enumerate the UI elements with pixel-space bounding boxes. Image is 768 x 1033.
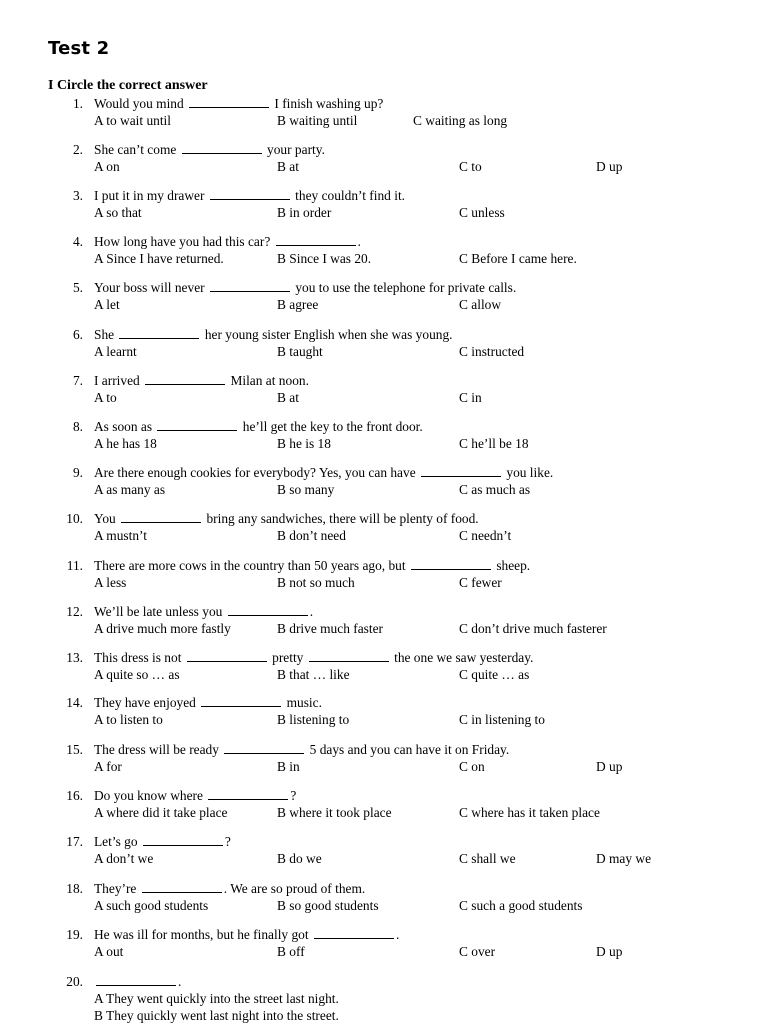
answer-blank[interactable] — [228, 603, 308, 616]
stem-text: As soon as — [94, 419, 153, 434]
stem-text: . — [178, 974, 182, 989]
option-c[interactable]: C don’t drive much fasterer — [459, 621, 607, 636]
answer-blank[interactable] — [224, 741, 304, 754]
option-c[interactable]: C as much as — [459, 482, 531, 497]
option-c[interactable]: C shall we — [459, 851, 516, 866]
question-stem — [94, 141, 325, 158]
option-b[interactable]: B agree — [277, 297, 319, 312]
option-b[interactable]: B so many — [277, 482, 335, 497]
option-c[interactable]: C to — [459, 159, 482, 174]
option-b[interactable]: B do we — [277, 851, 322, 866]
option-a[interactable]: A such good students — [94, 898, 209, 913]
stem-text: 5 days and you can have it on Friday. — [309, 742, 510, 757]
answer-blank[interactable] — [96, 973, 176, 986]
question-stem — [94, 741, 509, 758]
option-c[interactable]: C allow — [459, 297, 502, 312]
option-c[interactable]: C he’ll be 18 — [459, 436, 529, 451]
option-a[interactable]: A Since I have returned. — [94, 251, 224, 266]
option-b[interactable]: B taught — [277, 344, 323, 359]
option-a[interactable]: A don’t we — [94, 851, 154, 866]
question-stem — [94, 326, 453, 343]
stem-text: I finish washing up? — [274, 96, 384, 111]
question-stem — [94, 787, 296, 804]
question-16 — [0, 787, 768, 823]
stem-text: pretty — [272, 650, 304, 665]
stem-text: We’ll be late unless you — [94, 604, 223, 619]
option-a[interactable]: A quite so … as — [94, 667, 180, 682]
option-b[interactable]: B in — [277, 759, 300, 774]
question-12 — [0, 603, 768, 639]
question-stem — [94, 233, 361, 250]
question-stem — [94, 372, 309, 389]
option-c[interactable]: C where has it taken place — [459, 805, 600, 820]
option-d[interactable]: D up — [596, 159, 623, 174]
option-a[interactable]: A let — [94, 297, 120, 312]
stem-text: She — [94, 327, 115, 342]
question-number: 14. — [66, 695, 83, 710]
answer-blank[interactable] — [208, 787, 288, 800]
question-7 — [0, 372, 768, 408]
question-number: 18. — [66, 881, 83, 896]
option-c[interactable]: C in listening to — [459, 712, 545, 727]
option-b[interactable]: B that … like — [277, 667, 350, 682]
question-8 — [0, 418, 768, 454]
question-stem — [94, 694, 322, 711]
question-number: 7. — [72, 373, 83, 388]
option-a[interactable]: A less — [94, 575, 127, 590]
option-c[interactable]: C quite … as — [459, 667, 530, 682]
option-b[interactable]: B They quickly went last night into the street. — [94, 1008, 339, 1023]
question-number: 11. — [66, 558, 83, 573]
question-13 — [0, 649, 768, 685]
stem-text: How long have you had this car? — [94, 234, 271, 249]
option-b[interactable]: B Since I was 20. — [277, 251, 372, 266]
answer-blank[interactable] — [121, 510, 201, 523]
option-c[interactable]: C in — [459, 390, 482, 405]
answer-blank[interactable] — [421, 464, 501, 477]
question-stem — [94, 973, 181, 990]
stem-text: . — [357, 234, 361, 249]
stem-text: You — [94, 511, 116, 526]
answer-blank[interactable] — [189, 95, 269, 108]
stem-text: Let’s go — [94, 834, 138, 849]
question-stem — [94, 880, 365, 897]
option-c[interactable]: C waiting as long — [413, 113, 508, 128]
answer-blank[interactable] — [210, 187, 290, 200]
answer-blank[interactable] — [145, 372, 225, 385]
answer-blank[interactable] — [182, 141, 262, 154]
question-20 — [0, 973, 768, 1033]
question-stem — [94, 833, 231, 850]
option-b[interactable]: B so good students — [277, 898, 379, 913]
stem-text: her young sister English when she was young. — [204, 327, 453, 342]
question-stem — [94, 187, 405, 204]
answer-blank[interactable] — [187, 649, 267, 662]
stem-text: There are more cows in the country than 50 years ago, but — [94, 558, 406, 573]
question-3 — [0, 187, 768, 223]
question-number: 1. — [72, 96, 83, 111]
option-b[interactable]: B he is 18 — [277, 436, 331, 451]
stem-text: I put it in my drawer — [94, 188, 205, 203]
stem-text: sheep. — [496, 558, 531, 573]
option-b[interactable]: B at — [277, 159, 299, 174]
question-number: 20. — [66, 974, 83, 989]
question-number: 15. — [66, 742, 83, 757]
answer-blank[interactable] — [276, 233, 356, 246]
option-a[interactable]: A They went quickly into the street last night. — [94, 991, 339, 1006]
option-c[interactable]: C needn’t — [459, 528, 512, 543]
stem-text: They have enjoyed — [94, 695, 196, 710]
stem-text: they couldn’t find it. — [295, 188, 406, 203]
stem-text: I arrived — [94, 373, 140, 388]
question-stem — [94, 95, 383, 112]
option-b[interactable]: B listening to — [277, 712, 350, 727]
question-2 — [0, 141, 768, 177]
question-15 — [0, 741, 768, 777]
stem-text: bring any sandwiches, there will be plenty of food. — [206, 511, 479, 526]
option-b[interactable]: B not so much — [277, 575, 355, 590]
question-number: 12. — [66, 604, 83, 619]
question-stem — [94, 926, 399, 943]
option-a[interactable]: A for — [94, 759, 122, 774]
question-number: 17. — [66, 834, 83, 849]
stem-text: The dress will be ready — [94, 742, 219, 757]
stem-text: ? — [224, 834, 231, 849]
option-a[interactable]: A learnt — [94, 344, 137, 359]
answer-blank[interactable] — [157, 418, 237, 431]
question-stem — [94, 557, 530, 574]
option-b[interactable]: B don’t need — [277, 528, 346, 543]
stem-text: Your boss will never — [94, 280, 205, 295]
question-number: 16. — [66, 788, 83, 803]
option-c[interactable]: C fewer — [459, 575, 502, 590]
option-b[interactable]: B at — [277, 390, 299, 405]
option-a[interactable]: A to — [94, 390, 117, 405]
question-10 — [0, 510, 768, 546]
question-9 — [0, 464, 768, 500]
answer-blank[interactable] — [119, 326, 199, 339]
option-a[interactable]: A where did it take place — [94, 805, 228, 820]
question-number: 2. — [72, 142, 83, 157]
question-5 — [0, 279, 768, 315]
question-stem — [94, 418, 423, 435]
option-b[interactable]: B drive much faster — [277, 621, 383, 636]
question-stem — [94, 464, 553, 481]
option-a[interactable]: A so that — [94, 205, 142, 220]
option-a[interactable]: A as many as — [94, 482, 166, 497]
answer-blank[interactable] — [309, 649, 389, 662]
option-b[interactable]: B in order — [277, 205, 332, 220]
question-17 — [0, 833, 768, 869]
option-c[interactable]: C unless — [459, 205, 505, 220]
option-a[interactable]: A drive much more fastly — [94, 621, 231, 636]
question-11 — [0, 557, 768, 593]
question-number: 3. — [72, 188, 83, 203]
question-6 — [0, 326, 768, 362]
stem-text: . — [395, 927, 400, 942]
option-d[interactable]: D may we — [596, 851, 652, 866]
answer-blank[interactable] — [142, 880, 222, 893]
answer-blank[interactable] — [411, 557, 491, 570]
page-title: Test 2 — [48, 38, 110, 59]
answer-blank[interactable] — [201, 694, 281, 707]
option-a[interactable]: A to listen to — [94, 712, 163, 727]
question-number: 9. — [72, 465, 83, 480]
answer-blank[interactable] — [210, 279, 290, 292]
option-c[interactable]: C such a good students — [459, 898, 583, 913]
question-stem — [94, 279, 516, 296]
stem-text: he’ll get the key to the front door. — [242, 419, 423, 434]
question-number: 5. — [72, 280, 83, 295]
question-1 — [0, 95, 768, 131]
option-a[interactable]: A to wait until — [94, 113, 171, 128]
stem-text: She can’t come — [94, 142, 177, 157]
stem-text: . We are so proud of them. — [223, 881, 366, 896]
option-c[interactable]: C over — [459, 944, 496, 959]
stem-text: Milan at noon. — [230, 373, 309, 388]
option-d[interactable]: D up — [596, 944, 623, 959]
stem-text: . — [309, 604, 314, 619]
section-heading: I Circle the correct answer — [48, 78, 208, 93]
option-a[interactable]: A out — [94, 944, 124, 959]
answer-blank[interactable] — [314, 926, 394, 939]
question-number: 13. — [66, 650, 83, 665]
option-c[interactable]: C on — [459, 759, 485, 774]
question-stem — [94, 649, 533, 666]
option-a[interactable]: A on — [94, 159, 120, 174]
option-b[interactable]: B waiting until — [277, 113, 358, 128]
stem-text: Do you know where — [94, 788, 203, 803]
answer-blank[interactable] — [143, 833, 223, 846]
question-number: 19. — [66, 927, 83, 942]
stem-text: music. — [286, 695, 322, 710]
stem-text: you like. — [506, 465, 554, 480]
option-a[interactable]: A he has 18 — [94, 436, 157, 451]
question-number: 10. — [66, 511, 83, 526]
question-number: 4. — [72, 234, 83, 249]
stem-text: your party. — [267, 142, 325, 157]
question-number: 6. — [72, 327, 83, 342]
question-stem — [94, 603, 313, 620]
stem-text: Would you mind — [94, 96, 184, 111]
option-a[interactable]: A mustn’t — [94, 528, 147, 543]
stem-text: Are there enough cookies for everybody? Yes, you can have — [94, 465, 416, 480]
question-18 — [0, 880, 768, 916]
option-c[interactable]: C instructed — [459, 344, 525, 359]
stem-text: you to use the telephone for private calls. — [295, 280, 517, 295]
question-14 — [0, 694, 768, 730]
question-19 — [0, 926, 768, 962]
stem-text: the one we saw yesterday. — [394, 650, 534, 665]
question-number: 8. — [72, 419, 83, 434]
question-4 — [0, 233, 768, 269]
option-b[interactable]: B off — [277, 944, 305, 959]
stem-text: He was ill for months, but he finally got — [94, 927, 309, 942]
option-b[interactable]: B where it took place — [277, 805, 392, 820]
option-d[interactable]: D up — [596, 759, 623, 774]
question-stem — [94, 510, 479, 527]
stem-text: ? — [290, 788, 297, 803]
option-c[interactable]: C Before I came here. — [459, 251, 577, 266]
stem-text: They’re — [94, 881, 137, 896]
stem-text: This dress is not — [94, 650, 182, 665]
